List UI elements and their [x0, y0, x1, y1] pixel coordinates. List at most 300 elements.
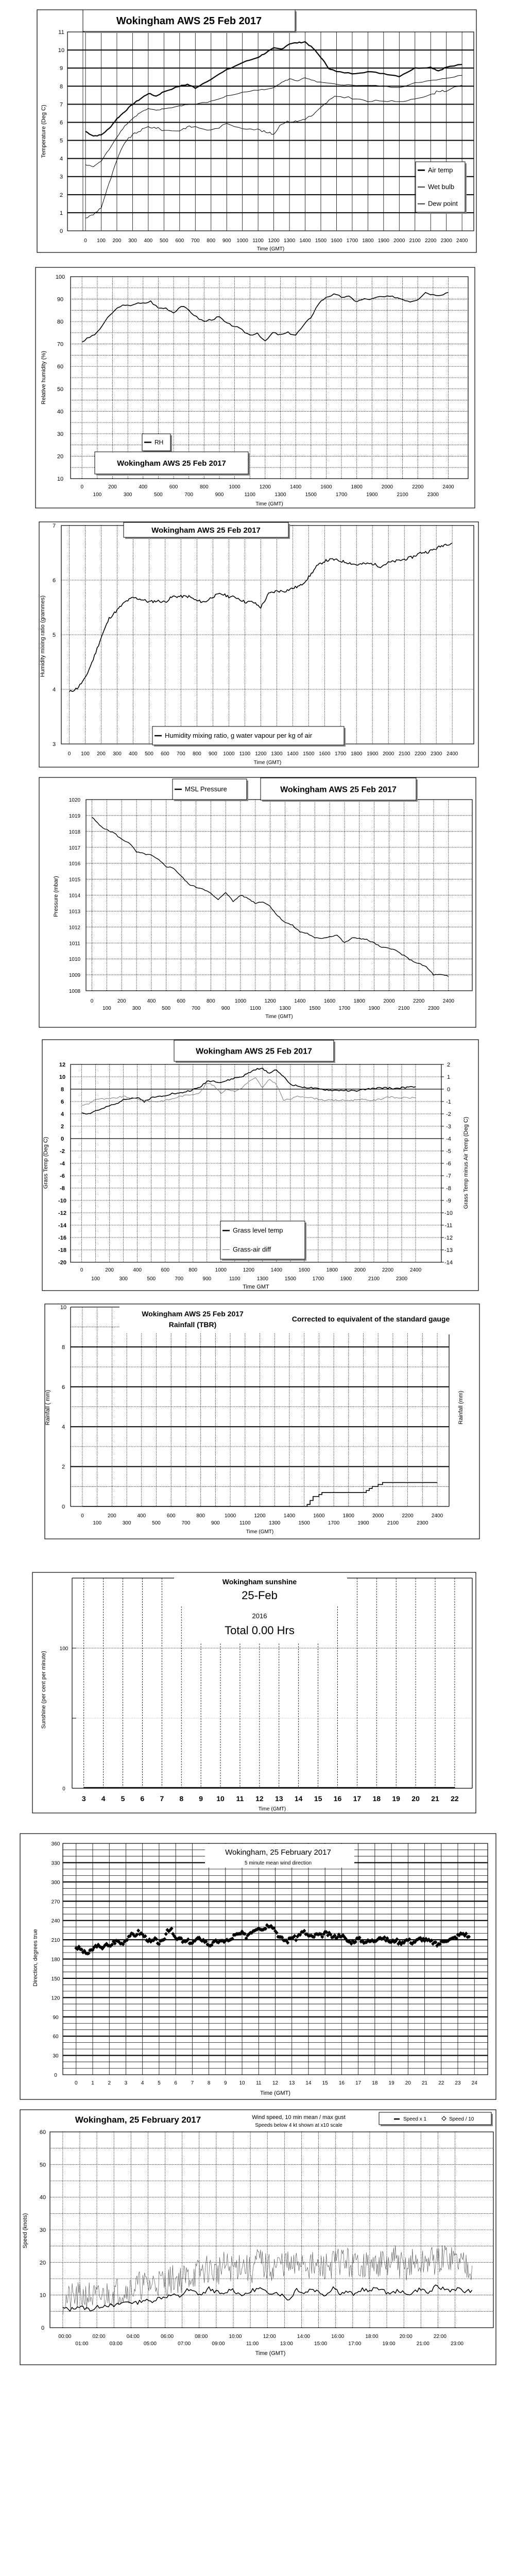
x-tick-label: 0	[90, 998, 94, 1004]
x-axis-label: Time (GMT)	[256, 246, 285, 252]
x-tick-label: 200	[112, 238, 122, 244]
x-tick-label: 12:00	[263, 2334, 276, 2340]
x-tick-label: 900	[215, 492, 224, 498]
y-tick-label: 2	[61, 1464, 65, 1470]
x-tick-label: 100	[97, 238, 106, 244]
y-tick-label: 10	[57, 476, 64, 482]
x-axis-label: Time GMT	[243, 1284, 269, 1290]
legend-label: Air temp	[428, 166, 453, 174]
chart-title: Wokingham AWS 25 Feb 2017	[280, 785, 397, 794]
x-tick-label: 22	[451, 1794, 459, 1803]
y-tick-label: 1013	[68, 909, 81, 915]
x-tick-label: 1800	[326, 1267, 338, 1273]
x-tick-label: 11:00	[246, 2341, 259, 2347]
y-tick-label: 0	[61, 1504, 65, 1510]
y-tick-label: -20	[58, 1260, 66, 1266]
x-tick-label: 15:00	[314, 2341, 328, 2347]
legend-label: Speed / 10	[449, 2116, 474, 2122]
y-tick-label: 20	[39, 2260, 46, 2266]
y-tick-label: 5	[52, 632, 56, 638]
chart-relative-humidity	[36, 267, 475, 508]
x-tick-label: 0	[80, 1267, 83, 1273]
y-tick-label: 6	[59, 120, 63, 126]
x-tick-label: 1200	[254, 1513, 266, 1519]
y-tick-label: 1012	[68, 925, 81, 931]
x-tick-label: 16	[338, 2080, 345, 2086]
y-axis-label: Grass Temp (Deg C)	[43, 1137, 49, 1189]
y-tick-label: 270	[51, 1899, 60, 1905]
y-tick-label: 0	[54, 2073, 57, 2078]
y-tick-label: 10	[60, 1304, 67, 1311]
y-tick-label: 60	[53, 2034, 59, 2040]
x-tick-label: 500	[147, 1276, 156, 1282]
x-tick-label: 0	[80, 484, 84, 490]
chart-title: Wokingham AWS 25 Feb 2017	[142, 1310, 244, 1318]
y-tick-label: 0	[60, 1136, 64, 1142]
y-tick-label: 2	[60, 1124, 64, 1130]
x-tick-label: 14	[294, 1794, 303, 1803]
chart-subtitle: Wind speed, 10 min mean / max gust	[252, 2114, 346, 2121]
x-tick-label: 400	[139, 484, 148, 490]
x-tick-label: 1500	[309, 1006, 321, 1011]
legend-label: Humidity mixing ratio, g water vapour per kg of air	[165, 732, 313, 739]
x-tick-label: 900	[222, 238, 231, 244]
x-tick-label: 700	[191, 238, 200, 244]
y-axis-label: Direction, degrees true	[32, 1929, 39, 1987]
legend-label: Wet bulb	[428, 183, 455, 191]
x-tick-label: 1900	[377, 238, 389, 244]
x-tick-label: 13	[289, 2080, 295, 2086]
y-tick-label: 3	[59, 174, 63, 180]
x-tick-label: 21	[431, 1794, 439, 1803]
y-tick-label: 4	[59, 156, 63, 162]
x-tick-label: 1000	[234, 998, 247, 1004]
x-tick-label: 600	[169, 484, 178, 490]
x-tick-label: 15	[322, 2080, 328, 2086]
y-axis-label: Relative humidity (%)	[41, 351, 47, 404]
y-tick-label: 1018	[68, 829, 81, 835]
y-axis-label: Sunshine (per cent per minute)	[41, 1651, 47, 1729]
y-tick-label: 10	[59, 1074, 66, 1080]
y-tick-label: 1011	[69, 941, 80, 947]
x-tick-label: 2200	[382, 1267, 394, 1273]
x-tick-label: 1000	[215, 1267, 227, 1273]
y-right-tick-label: -13	[444, 1247, 453, 1253]
x-tick-label: 9	[224, 2080, 227, 2086]
y-tick-label: -6	[60, 1173, 65, 1179]
x-tick-label: 1600	[319, 751, 331, 757]
x-tick-label: 07:00	[178, 2341, 191, 2347]
y-tick-label: -4	[60, 1161, 65, 1167]
x-tick-label: 2100	[398, 1006, 410, 1011]
x-tick-label: 1300	[274, 492, 286, 498]
y-axis-label: Pressure (mbar)	[53, 876, 59, 917]
y-tick-label: 8	[59, 83, 63, 90]
x-tick-label: 200	[108, 484, 117, 490]
y-tick-label: 90	[53, 2014, 59, 2021]
y-right-tick-label: -9	[446, 1198, 451, 1204]
y-tick-label: 0	[59, 228, 63, 234]
x-tick-label: 23	[455, 2080, 461, 2086]
x-tick-label: 1600	[323, 998, 336, 1004]
y-tick-label: 1017	[68, 845, 81, 851]
x-axis-label: Time (GMT)	[253, 760, 282, 766]
x-tick-label: 02:00	[92, 2334, 106, 2340]
x-tick-label: 1200	[243, 1267, 254, 1273]
x-tick-label: 16:00	[331, 2334, 345, 2340]
x-tick-label: 1700	[335, 751, 347, 757]
y-tick-label: 30	[53, 2053, 59, 2059]
x-tick-label: 300	[119, 1276, 128, 1282]
x-tick-label: 11	[256, 2080, 262, 2086]
legend-label: Grass level temp	[233, 1226, 283, 1234]
chart-mixing-ratio	[39, 522, 478, 767]
y-tick-label: 4	[60, 1111, 64, 1117]
x-tick-label: 1400	[270, 1267, 282, 1273]
x-tick-label: 100	[93, 1520, 102, 1526]
x-tick-label: 1300	[256, 1276, 268, 1282]
x-tick-label: 2000	[354, 1267, 366, 1273]
x-tick-label: 13	[274, 1794, 283, 1803]
x-tick-label: 2300	[417, 1520, 428, 1526]
x-tick-label: 2000	[383, 998, 395, 1004]
y-right-tick-label: 2	[447, 1062, 451, 1068]
x-tick-label: 1100	[229, 1276, 241, 1282]
x-tick-label: 1300	[279, 1006, 291, 1011]
y-tick-label: 1010	[68, 957, 81, 963]
x-tick-label: 2	[108, 2080, 111, 2086]
x-tick-label: 1700	[338, 1006, 351, 1011]
x-tick-label: 900	[221, 1006, 230, 1011]
y-tick-label: 6	[60, 1099, 64, 1105]
y-tick-label: 330	[51, 1860, 60, 1867]
chart-rainfall	[45, 1304, 479, 1539]
x-tick-label: 23:00	[450, 2341, 464, 2347]
y-tick-label: 5	[59, 138, 63, 144]
y-tick-label: 6	[52, 578, 56, 584]
y-tick-label: 1015	[68, 877, 81, 883]
y-right-tick-label: 0	[447, 1087, 451, 1093]
y-tick-label: 300	[51, 1879, 60, 1886]
x-tick-label: 600	[166, 1513, 176, 1519]
x-tick-label: 900	[211, 1520, 220, 1526]
chart-title: Wokingham AWS 25 Feb 2017	[196, 1047, 312, 1056]
x-tick-label: 300	[122, 1520, 131, 1526]
x-tick-label: 12	[255, 1794, 264, 1803]
x-tick-label: 05:00	[143, 2341, 157, 2347]
y-tick-label: 1020	[68, 798, 81, 803]
x-tick-label: 1700	[328, 1520, 340, 1526]
y-right-tick-label: -3	[446, 1124, 451, 1130]
x-tick-label: 1500	[305, 492, 317, 498]
y-tick-label: 50	[39, 2162, 46, 2168]
x-tick-label: 900	[209, 751, 217, 757]
y-right-axis-label: Rainfall (mm)	[458, 1391, 464, 1425]
x-tick-label: 800	[207, 238, 216, 244]
x-tick-label: 20	[405, 2080, 411, 2086]
x-tick-label: 2200	[402, 1513, 414, 1519]
x-tick-label: 1300	[269, 1520, 281, 1526]
x-tick-label: 1800	[351, 751, 363, 757]
y-tick-label: 1019	[68, 813, 81, 819]
x-tick-label: 22	[438, 2080, 444, 2086]
year-label: 2016	[252, 1612, 267, 1620]
x-tick-label: 1300	[271, 751, 283, 757]
y-right-tick-label: -11	[444, 1223, 453, 1229]
x-tick-label: 1000	[229, 484, 241, 490]
x-tick-label: 01:00	[75, 2341, 89, 2347]
x-tick-label: 10	[239, 2080, 245, 2086]
chart-temperature	[37, 10, 476, 252]
x-tick-label: 300	[123, 492, 132, 498]
chart-pressure	[39, 777, 476, 1027]
y-axis-label: Rainfall ( mm)	[45, 1389, 51, 1426]
x-tick-label: 800	[193, 751, 201, 757]
x-tick-label: 2000	[381, 484, 393, 490]
y-tick-label: 50	[57, 386, 64, 393]
x-tick-label: 15	[314, 1794, 322, 1803]
x-tick-label: 21:00	[416, 2341, 430, 2347]
x-tick-label: 2400	[456, 238, 468, 244]
legend-label: Grass-air diff	[233, 1245, 271, 1253]
y-right-tick-label: -1	[446, 1099, 451, 1105]
x-tick-label: 0	[81, 1513, 84, 1519]
legend-label: Speed x 1	[403, 2116, 427, 2122]
x-tick-label: 2100	[368, 1276, 380, 1282]
x-tick-label: 2300	[396, 1276, 408, 1282]
x-tick-label: 700	[181, 1520, 191, 1526]
x-tick-label: 11	[236, 1794, 244, 1803]
x-tick-label: 14	[305, 2080, 312, 2086]
x-tick-label: 1000	[236, 238, 248, 244]
x-tick-label: 1900	[366, 492, 378, 498]
x-tick-label: 13:00	[280, 2341, 293, 2347]
x-tick-label: 21	[421, 2080, 428, 2086]
x-tick-label: 1700	[346, 238, 358, 244]
x-tick-label: 300	[132, 1006, 141, 1011]
x-tick-label: 1900	[340, 1276, 352, 1282]
x-tick-label: 700	[175, 1276, 184, 1282]
x-tick-label: 600	[161, 751, 169, 757]
y-tick-label: 90	[57, 296, 64, 303]
x-tick-label: 1600	[313, 1513, 325, 1519]
x-tick-label: 200	[117, 998, 126, 1004]
x-tick-label: 8	[207, 2080, 211, 2086]
y-tick-label: 0	[41, 2325, 45, 2331]
x-tick-label: 17:00	[348, 2341, 362, 2347]
x-tick-label: 7	[191, 2080, 194, 2086]
y-right-tick-label: -12	[444, 1235, 453, 1241]
y-tick-label: 2	[59, 192, 63, 198]
x-tick-label: 18:00	[365, 2334, 379, 2340]
x-tick-label: 17	[355, 2080, 362, 2086]
x-tick-label: 1100	[239, 751, 251, 757]
y-tick-label: 8	[60, 1087, 64, 1093]
x-tick-label: 700	[184, 492, 194, 498]
y-tick-label: 70	[57, 341, 64, 348]
x-tick-label: 1200	[268, 238, 280, 244]
x-tick-label: 1800	[353, 998, 365, 1004]
y-tick-label: 12	[59, 1062, 66, 1068]
x-axis-label: Time (GMT)	[258, 1806, 286, 1812]
y-tick-label: 100	[55, 274, 65, 280]
x-tick-label: 10:00	[229, 2334, 242, 2340]
x-tick-label: 600	[177, 998, 185, 1004]
y-tick-label: -12	[58, 1210, 66, 1216]
x-tick-label: 2400	[409, 1267, 422, 1273]
x-tick-label: 9	[199, 1794, 203, 1803]
x-tick-label: 5	[158, 2080, 161, 2086]
x-tick-label: 1200	[259, 484, 271, 490]
y-tick-label: 1009	[68, 973, 81, 979]
y-tick-label: 3	[52, 741, 56, 748]
x-tick-label: 400	[133, 1267, 142, 1273]
x-tick-label: 7	[160, 1794, 164, 1803]
x-tick-label: 1600	[298, 1267, 311, 1273]
x-tick-label: 03:00	[109, 2341, 123, 2347]
x-tick-label: 1100	[252, 238, 264, 244]
x-tick-label: 300	[128, 238, 137, 244]
x-tick-label: 1700	[312, 1276, 324, 1282]
x-tick-label: 19:00	[382, 2341, 396, 2347]
chart-frame	[20, 2110, 496, 2365]
legend-label: MSL Pressure	[185, 785, 227, 793]
x-tick-label: 17	[353, 1794, 362, 1803]
x-tick-label: 08:00	[195, 2334, 208, 2340]
chart-frame	[37, 10, 476, 252]
x-tick-label: 1600	[320, 484, 332, 490]
y-tick-label: 1016	[68, 861, 81, 867]
x-tick-label: 18	[372, 1794, 381, 1803]
chart-title: Wokingham AWS 25 Feb 2017	[151, 526, 261, 535]
x-tick-label: 19	[392, 1794, 400, 1803]
chart-grass-temperature	[42, 1040, 478, 1291]
y-right-tick-label: -4	[446, 1136, 451, 1142]
y-tick-label: 60	[39, 2129, 46, 2136]
y-tick-label: 360	[51, 1841, 60, 1847]
y-tick-label: 1008	[68, 989, 81, 994]
chart-subtitle: 5 minute mean wind direction	[244, 1860, 312, 1866]
y-tick-label: 30	[57, 431, 64, 437]
y-tick-label: 4	[61, 1424, 65, 1431]
x-tick-label: 700	[192, 1006, 200, 1011]
y-tick-label: 11	[58, 29, 64, 36]
x-axis-label: Time (GMT)	[265, 1014, 293, 1020]
x-tick-label: 1200	[255, 751, 267, 757]
x-tick-label: 6	[174, 2080, 177, 2086]
y-axis-label: Humidity mixing ratio (grammes)	[40, 595, 46, 677]
x-tick-label: 100	[93, 492, 102, 498]
x-tick-label: 600	[175, 238, 184, 244]
x-tick-label: 400	[129, 751, 138, 757]
x-tick-label: 19	[388, 2080, 394, 2086]
x-tick-label: 2400	[447, 751, 458, 757]
x-tick-label: 0	[84, 238, 87, 244]
x-tick-label: 1500	[303, 751, 315, 757]
x-tick-label: 1800	[342, 1513, 354, 1519]
chart-title: Wokingham AWS 25 Feb 2017	[117, 459, 226, 468]
x-axis-label: Time (GMT)	[260, 2090, 290, 2096]
y-tick-label: 20	[57, 453, 64, 460]
x-tick-label: 800	[196, 1513, 205, 1519]
y-right-tick-label: -7	[446, 1173, 451, 1179]
x-tick-label: 6	[140, 1794, 145, 1803]
legend-label: RH	[154, 438, 164, 446]
x-tick-label: 1100	[250, 1006, 261, 1011]
y-tick-label: -8	[60, 1185, 65, 1192]
x-tick-label: 2300	[427, 1006, 440, 1011]
y-tick-label: -18	[58, 1247, 66, 1253]
x-tick-label: 2200	[413, 998, 425, 1004]
x-tick-label: 2400	[442, 484, 454, 490]
x-tick-label: 2000	[372, 1513, 384, 1519]
chart-subtitle: Speeds below 4 kt shown at x10 scale	[255, 2123, 342, 2128]
x-axis-label: Time (GMT)	[255, 501, 283, 507]
x-tick-label: 2100	[397, 492, 408, 498]
x-tick-label: 1100	[244, 492, 255, 498]
y-tick-label: 1	[59, 210, 63, 216]
x-tick-label: 06:00	[161, 2334, 174, 2340]
y-right-tick-label: -5	[446, 1148, 451, 1155]
x-tick-label: 1000	[224, 1513, 236, 1519]
x-tick-label: 200	[108, 1513, 116, 1519]
x-tick-label: 5	[121, 1794, 125, 1803]
x-tick-label: 0	[67, 751, 71, 757]
total-label: Total 0.00 Hrs	[225, 1624, 295, 1637]
chart-title: Wokingham sunshine	[222, 1578, 297, 1586]
x-tick-label: 12	[272, 2080, 279, 2086]
y-tick-label: 150	[51, 1976, 60, 1982]
x-tick-label: 3	[124, 2080, 128, 2086]
y-tick-label: 7	[52, 523, 56, 529]
x-tick-label: 300	[113, 751, 122, 757]
x-tick-label: 1400	[289, 484, 302, 490]
x-tick-label: 800	[199, 484, 209, 490]
x-tick-label: 200	[97, 751, 106, 757]
x-tick-label: 900	[202, 1276, 212, 1282]
y-tick-label: -16	[58, 1235, 66, 1241]
x-tick-label: 400	[144, 238, 153, 244]
x-tick-label: 500	[145, 751, 153, 757]
x-axis-label: Time (GMT)	[255, 2350, 286, 2357]
x-tick-label: 1800	[362, 238, 374, 244]
y-tick-label: -10	[58, 1198, 66, 1204]
x-tick-label: 100	[102, 1006, 111, 1011]
chart-wind-direction	[20, 1834, 496, 2099]
x-tick-label: 2300	[431, 751, 442, 757]
x-tick-label: 1900	[368, 1006, 380, 1011]
x-tick-label: 04:00	[126, 2334, 140, 2340]
chart-title: Wokingham, 25 February 2017	[225, 1848, 331, 1857]
y-tick-label: 7	[59, 101, 63, 108]
y-tick-label: 10	[58, 47, 65, 54]
x-tick-label: 2000	[383, 751, 394, 757]
x-tick-label: 500	[154, 492, 163, 498]
x-tick-label: 2100	[409, 238, 421, 244]
y-right-tick-label: -6	[446, 1161, 451, 1167]
chart-title: Wokingham, 25 February 2017	[75, 2115, 201, 2125]
x-tick-label: 500	[152, 1520, 161, 1526]
y-right-tick-label: -2	[446, 1111, 451, 1117]
x-tick-label: 2400	[431, 1513, 443, 1519]
x-tick-label: 09:00	[212, 2341, 225, 2347]
x-tick-label: 2200	[412, 484, 424, 490]
x-tick-label: 1100	[239, 1520, 251, 1526]
x-tick-label: 500	[160, 238, 168, 244]
x-tick-label: 8	[179, 1794, 184, 1803]
y-tick-label: 210	[51, 1938, 60, 1944]
legend-label: Dew point	[428, 199, 458, 208]
